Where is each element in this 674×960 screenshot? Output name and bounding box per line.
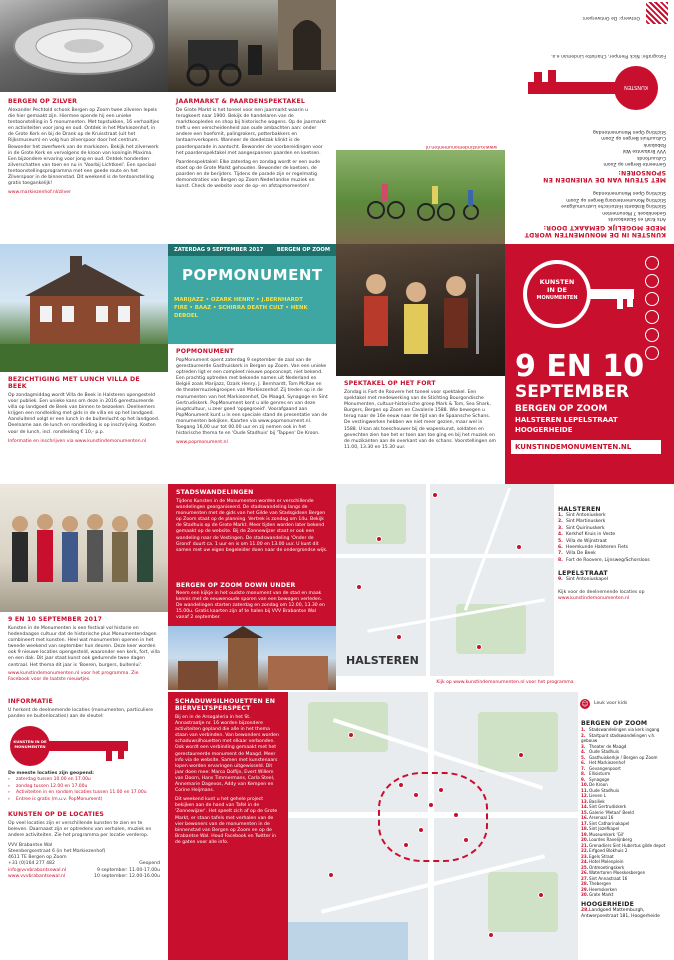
informatie-panel <box>0 692 168 960</box>
informatie-title: INFORMATIE <box>8 698 53 705</box>
list-item: 6. Het Markiezenhof <box>581 760 626 765</box>
vvv-name: VVV Brabantse Wal <box>8 843 53 849</box>
poster-city: BERGEN OP ZOOM <box>276 247 330 253</box>
city-centre-ring <box>378 772 488 862</box>
list-item: 8. Fort de Roovere, Lijnsweg/Schorsloos <box>558 557 650 563</box>
villa-illustration <box>0 244 168 372</box>
jaarmarkt-title: JAARMARKT & PAARDENSPEKTAKEL <box>176 98 306 105</box>
list-item: 12.Lieven L <box>581 793 607 798</box>
schaduw-panel <box>168 692 288 960</box>
map-pin[interactable] <box>476 644 482 650</box>
zilver-title: BERGEN OP ZILVER <box>8 98 78 105</box>
people-illustration <box>0 484 168 612</box>
list-item: 23.Egels Straat <box>581 853 614 859</box>
side-icon <box>645 346 659 360</box>
credit-strip <box>505 0 674 32</box>
open-title: Geopend <box>139 861 160 867</box>
logo-text <box>529 278 585 302</box>
list-item: 1. Stadswandelingen via kerk ingang <box>581 727 660 732</box>
info-key-wrap <box>8 724 160 768</box>
list-item: 8. Ellisisturm <box>581 771 611 776</box>
list-item: 19.Museumkerk 'Gil' <box>581 831 625 837</box>
lepelstraat-list <box>558 577 670 583</box>
zilver-link[interactable]: www.markiezenhof.nl/zilver <box>8 190 71 196</box>
map-pin[interactable] <box>328 872 334 878</box>
side-icon <box>645 274 659 288</box>
list-item: 30.Grote Markt <box>581 892 614 897</box>
villa-panel <box>0 372 168 480</box>
logo-line-2: IN DE <box>547 286 567 294</box>
villa-link[interactable]: Informatie en inschrijven via www.kunstindemonumenten.nl <box>8 438 147 444</box>
qr-code-icon <box>646 2 668 24</box>
church-tower-photo <box>168 626 336 690</box>
popmonument-body: PopMonument opent zaterdag 9 september de zaal van de gerestaureerde Gasthuiskerk in Bergen op Zoom. Van een unieke optreden ligt er een compleet nieuwe popconcept, niet bekend. Een prachtig optreden met bekende namen uit Nederland en België zoals Marijazz, Ozark Henry, J. Bernhardt, Tom McRae en de theatermuziekgroepen van Markiezenhof. Zij treden op in de monumenten van het Markiezenhof, De Maagd, Synagoge en Sint Gertrudiskerk. PopMonument kent u alle genres en van deze jeugdcultuur, u zeer goed 'opgegroeid'. Voorafgaand aan PopMonument kunt u in een speciale stand de presentatie van de monumenten bekijken. Kaarten via www.popmonument.nl. Toegang 16,00 uur tot 00.00 uur en zij nemen ook in het historische thema te en 'Oude Stadhuis' bij 'Tappen' De Kroon. <box>176 358 328 437</box>
church-illustration <box>168 626 336 690</box>
map-pin[interactable] <box>516 544 522 550</box>
logo-line-3: MONUMENTEN <box>536 295 578 301</box>
side-icon <box>645 328 659 342</box>
side-icon <box>645 292 659 306</box>
design-credit: Ontwerp: De Ontwerpers <box>582 15 640 20</box>
halsteren-map-label: HALSTEREN <box>346 654 419 667</box>
list-item: 20.Lourdes Ravelijnberg <box>581 837 633 842</box>
info-key-text: KUNSTEN IN DE MONUMENTEN <box>13 739 47 750</box>
villa-de-beek-photo <box>0 244 168 372</box>
list-item: 28.Thebergen <box>581 881 612 886</box>
fort-title: SPEKTAKEL OP HET FORT <box>344 380 436 387</box>
hours-item: › Activiteiten in en rondom locaties tussen 11.00 en 17.00u <box>8 790 147 796</box>
sponsors-title-2: MET STEUN VAN DE VRIENDEN EN SPONSOREN: <box>543 168 666 183</box>
jaarmarkt-panel <box>168 92 336 244</box>
map-road <box>426 484 430 676</box>
sponsor-item: Gemeente Bergen op Zoom <box>603 160 666 166</box>
bergen-op-zoom-map[interactable] <box>288 692 578 960</box>
schaduw-body-2: Dit weekend kunt u het gehele project bekijken aan de hand van Tafel in de 'Zonnewijzer'. Het speelt zich af op de Grote Markt, er staan tafels met verhalen van de vier bewoners van de monumenten in de binnenstad van Bergen op Zoom en op de Brabantse Wal. Houd Facebook en Twitter in de gaten voor alle info. <box>175 797 278 845</box>
cyclists-illustration <box>336 150 505 244</box>
map-footer-text[interactable]: Kijk op www.kunstindemonumenten.nl voor het programma <box>436 680 574 685</box>
list-item: 13.Basiliek <box>581 798 605 804</box>
vvv-phone: +31 (0)164 277 482 <box>8 861 55 867</box>
hours-title: De meeste locaties zijn geopend: <box>8 771 95 777</box>
map-pin[interactable] <box>463 837 469 843</box>
map-pin[interactable] <box>418 827 424 833</box>
sponsor-item: Cultuurfonds <box>637 154 666 160</box>
popmonument-link[interactable]: www.popmonument.nl <box>176 440 228 446</box>
halsteren-note: Kijk voor de deelnemende locaties op <box>558 589 645 595</box>
fort-spectacle-photo <box>336 244 505 376</box>
list-item: 4. Oude Stadhuis <box>581 749 620 754</box>
side-icon <box>645 310 659 324</box>
photo-credit: Fotografie: Nick Plemper, Charlotte Lindeman e.a. <box>550 52 666 58</box>
map-pin[interactable] <box>518 752 524 758</box>
list-item: 21.Grenadiers Sint Hubertus gilde depot <box>581 842 666 848</box>
sponsors-title: KUNSTEN IN DE MONUMENTEN WORDT MEDE MOGELIJK GEMAAKT DOOR: <box>524 224 666 238</box>
festival-banner <box>505 244 674 484</box>
down-under-panel <box>168 578 336 626</box>
svg-text:KUNSTEN: KUNSTEN <box>624 83 648 90</box>
band-name: MARIJAZZ <box>174 297 204 303</box>
map-pin[interactable] <box>396 634 402 640</box>
list-item: 24.Hotel Molenplein <box>581 859 624 864</box>
map-pin[interactable] <box>438 787 444 793</box>
poster-date: ZATERDAG 9 SEPTEMBER 2017 <box>174 247 264 253</box>
poster-name: POPMONUMENT <box>182 266 323 284</box>
list-item: 14.Sint Gertrudiskerk <box>581 804 627 809</box>
fort-body: Zondag is Fort de Roovere het toneel voor spektakel. Een spektakel met medewerking van de Stichting Bourgondische Monumenten, cultuur-historische groep Mark & Tom, Sea Shark, Burgers, Bergen op Zoom en Cavalerie 1588. Wie bewegen u terug naar de 16e eeuw naar de tijd van de Spaansche Schans. De vestingwerken hebben we niet meer gezien, maar wel in 1588. U kan als toeschouwer bij de wapenkunst, soldaten en gevechten zien hoe het er toen aan toe ging en bij het muziek en de muzikanten aan de overkant van de schans. Voorstellingen om 11.00, 13.30 en 15.30 uur. <box>344 390 497 450</box>
silver-dish-photo <box>0 0 168 92</box>
sponsor-item: Stichting Open Monumentendag <box>593 128 666 134</box>
list-item: 9. Sint Antoniuskapel <box>558 577 609 583</box>
map-park <box>478 712 558 772</box>
bergen-list-panel <box>578 720 674 960</box>
lepelstraat-title: LEPELSTRAAT <box>558 570 608 578</box>
festival-url-banner[interactable]: KUNSTINDEMONUMENTEN.NL <box>511 440 661 454</box>
popmonument-title: POPMONUMENT <box>176 348 234 355</box>
list-item: 15.Galerie 'Metaal' Beeld <box>581 809 634 815</box>
map-pin[interactable] <box>538 892 544 898</box>
jaarmarkt-body-2: Paardenspektakel: Elke zaterdag en zondag wordt er een oude stoet op de Grote Markt gehouden. Bewonder de koetsen, de paarden en de berijders. Tijdens de parade zijn er regelmatig demonstraties van Bergen op Zoom Nederlandse muziek en kunst. Check de website voor de op- en afstapmomenten! <box>176 159 321 190</box>
list-item: 17.Sint Catharinakapel <box>581 820 630 826</box>
sponsor-item: Stichting Monumentenzorg Bergen op Zoom <box>566 196 666 202</box>
villa-title: BEZICHTIGING MET LUNCH VILLA DE BEEK <box>8 376 140 390</box>
halsteren-list-panel <box>554 484 674 676</box>
festival-month: SEPTEMBER <box>515 382 630 402</box>
map-water <box>288 922 408 960</box>
red-key-icon <box>516 58 666 118</box>
poster-header <box>168 244 336 256</box>
band-name: HENK DEBOEL <box>174 305 308 319</box>
list-item: 11.Oude Stadhuis <box>581 787 620 793</box>
halsteren-note-link[interactable]: www.kunstindemonumenten.nl <box>558 595 630 601</box>
band-name: FIRE <box>174 305 188 311</box>
villa-body: Op zondagmiddag wordt Villa de Beek in Halsteren opengesteld voor publiek. Een unieke kans om deze in 2016 gerestaureerde villa op landgoed de Beek van binnen te bezoeken. Deelnemers krijgen een rondleiding met gids in de villa en op het landgoed. Aansluitend volgt er een lunch in de buitenlucht op het landgoed. Deelname aan de lunch en rondleiding is op inschrijving. Kosten voor de lunch, incl. rondleiding € 10,- p.p. <box>8 393 160 435</box>
map-footer-bar <box>336 676 674 690</box>
map-pin[interactable] <box>488 932 494 938</box>
festival-city-1: BERGEN OP ZOOM <box>515 404 608 414</box>
open-line-1: 9 september: 11.00-17.00u <box>96 867 160 873</box>
list-item: 1. Sint Antoniuskerk <box>558 513 606 518</box>
band-name: OZARK HENRY <box>210 297 255 303</box>
list-item: 27.Sint Annastraat 16 <box>581 875 628 881</box>
map-pin[interactable] <box>403 842 409 848</box>
sponsor-item: VVV Brabantse Wal <box>622 148 666 154</box>
festival-side-list <box>645 256 671 364</box>
horse-carriage-illustration <box>168 0 336 92</box>
hours-item: › zaterdag tussen 10.00 en 17.00u <box>8 777 91 783</box>
halsteren-list <box>558 513 670 564</box>
kunstenaars-link[interactable]: www.kunstindemonumenten.nl voor het programma. Zie Facebook voor de laatste nieuwtjes. <box>8 670 139 682</box>
logo-line-1: KUNSTEN <box>539 278 575 286</box>
vvv-row <box>8 874 160 880</box>
list-item: 7. Gevangenpoort <box>581 765 621 771</box>
band-name: BAAZ <box>194 305 212 311</box>
knights-illustration <box>336 244 505 376</box>
list-item: 9. Synagoge <box>581 776 610 782</box>
stadswandelingen-body: Tijdens Kunsten in de Monumenten worden er verschillende wandelingen georganiseerd. De stadswandeling langs de monumenten met de gids van het Gilde van Stadsgidsen Bergen op Zoom staat op de planning. Vertrek is zondag om 14u. Bekijk de Stadhuis op de Grote Markt. Meer tijden worden later bekend gemaakt op de website. Bij de Zonnewijzer staat er ook een wandeling naar de Vestingen. De stadswandeling 'Onder de Grond' duurt ca. 1 uur en is om 11.00 en 13.00 uur. U kunt dit samen met uw eigen begeleider doen naar de ondergrondse wijk. <box>176 499 328 553</box>
list-item: 26.Watertoren Moeskesbergen <box>581 870 646 875</box>
map-pin[interactable] <box>356 584 362 590</box>
sponsor-item: Gedenkboek 7 Monumenten <box>602 209 666 215</box>
poster-bands: MARIJAZZ • OZARK HENRY • J.BERNHARDT FIRE • BAAZ • SCHIRRA DEATH CULT • HENK DEBOEL <box>174 297 308 319</box>
vvv-address-1: Steenbergsestraat 6 (in het Markiezenhof) <box>8 849 106 855</box>
list-item: 16.Arsenaal 16 <box>581 815 614 820</box>
informatie-body: U herkent de deelnemende locaties (monumenten, particuliere panden en buitenlocaties) aan de sleutel: <box>8 708 154 720</box>
halsteren-list-title: HALSTEREN <box>558 506 601 513</box>
artists-group-photo <box>0 484 168 612</box>
kosten-title: KUNSTEN OP DE LOCATIES <box>8 810 105 818</box>
vvv-address-2: 4611 TE Bergen op Zoom <box>8 855 67 861</box>
list-item: 2. Sint Martinuskerk <box>558 519 606 525</box>
bergen-list <box>581 727 671 898</box>
list-item: 7. Villa De Beek <box>558 551 596 557</box>
halsteren-map[interactable] <box>336 484 554 676</box>
jaarmarkt-body: De Grote Markt is het toneel voor een jaarmarkt waarin u terugkeert naar 1900. Bekijk de handelaren van de marktkoopleden en shop bij historische wagens. Op de jaarmarkt treft u een verscheidenheid aan oude ambachten aan: onder andere een hoefsmit, palingrokers, potterbakkers en lantaarnverkopers. Wanneer de doedelzak klinkt is de paardenparade in aantocht. Bewonder de voorbereidingen voor het paardenspektakel met aangespannen paarden en koetsen. <box>176 108 327 156</box>
map-pin[interactable] <box>376 536 382 542</box>
kunstenaars-title: 9 EN 10 SEPTEMBER 2017 <box>8 616 103 623</box>
map-pin[interactable] <box>348 732 354 738</box>
list-item: 22.Erfgoed Blokhuis 2 <box>581 848 628 853</box>
stadswandelingen-title: STADSWANDELINGEN <box>176 489 254 496</box>
cycling-photo <box>336 150 505 244</box>
map-road <box>336 554 554 558</box>
list-item: 5. Gasthuiskerkje / Bergen op Zoom <box>581 754 658 760</box>
hoogerheide-list <box>581 908 671 921</box>
festival-city-3: HOOGERHEIDE <box>515 426 573 434</box>
festival-logo <box>517 254 637 334</box>
hours-item: › zondag tussen 12.00 en 17.00u <box>8 783 88 789</box>
map-road <box>464 487 511 610</box>
zilver-body: Alexander Pechtold schonk Bergen op Zoom twee zilveren lepels die hier gemaakt zijn. Hiermee opende hij een unieke tentoonstelling in 5 monumenten. Met topstukken, 16 verhaaltjes en activiteiten voor jong en oud. Ontdek in het Markiezenhof, in de Grote Kerk en bij de Drank op de Kruisstraat (uit het Rijksmuseum) en volg hun zilverspoor door het centrum. Bewonder het zwerfwerk van de markiezen. Bekijk het zilverwerk in de Grote Kerk en vervolgens de kroon van koningin Maxima. Een bijzondere ervaring voor jong en oud. Ontdek honderden zilverschatten van toen en nu in 'Voorbij Lichtkeel'. Een speciaal tentoonstellingsprogramma met een goede route en het Zilverspoor in de binnenstad. Dit weekend is de tentoonstelling gratis toegankelijk! <box>8 108 160 187</box>
list-item: 29.Heemskerken <box>581 886 618 892</box>
festival-city-2: HALSTEREN LEPELSTRAAT <box>515 416 618 424</box>
kunstenaars-body: Kunsten in de Monumenten is een festival vol historie en hedendaagse cultuur dat de historische plus Monumentendagen combineert met kunsten. Heel wat monumenten openen in het tweede weekend van september hun deuren. Deze keer worden ook 9 nieuwe locaties opengesteld, waaronder een kerk, fort, villa en een dak. Dit jaar staat kunst ook gedurende twee dagen centraal. Het thema dit jaar is 'Boeren, burgers, buitenlui'. <box>8 626 160 668</box>
list-item: 25.Ontmoetingskerk <box>581 864 625 870</box>
down-under-body: Neem een kijkje in het oudste monument van de stad en maak kennis met de eeuwenoude sporen van een bewogen verleden. De wandelingen starten zaterdag en zondag om 12.00, 13.30 en 15.00u. Gratis kaarten zijn af te halen bij VVV Brabantse Wal vanaf 2 september. <box>176 591 325 621</box>
open-line-2: 10 september: 12.00-16.00u <box>94 873 160 879</box>
list-item: 2. Startpunt stadswandelingen v.h. gebouw <box>581 732 656 743</box>
popmonument-panel <box>168 344 336 480</box>
schaduw-title: SCHADUWSILHOUETTEN EN BIERVELTSPERSPECT <box>175 698 276 712</box>
hours-item: › Entree is gratis (m.u.v. PopMonument) <box>8 796 103 802</box>
sponsor-item: Cultuurhuis Bergen op Zoom <box>601 135 666 141</box>
kids-legend-text: Leuk voor kids <box>594 701 628 706</box>
band-name: SCHIRRA DEATH CULT <box>218 305 284 311</box>
kunstenaars-panel <box>0 612 168 690</box>
sponsors-panel <box>505 0 674 244</box>
kids-icon: ☺ <box>581 700 589 708</box>
list-item: 10.De Kroon <box>581 782 608 787</box>
festival-days: 9 EN 10 <box>515 349 645 384</box>
band-name: J.BERNHARDT <box>261 297 303 303</box>
map-pin[interactable] <box>432 492 438 498</box>
vvv-website[interactable]: www.vvvbrabantsewal.nl <box>8 873 66 879</box>
kids-legend <box>578 698 674 712</box>
list-item: 3. Sint Quirinuskerk <box>558 525 605 531</box>
list-item: 6. Heemkunde Halsteren Fiets <box>558 545 628 551</box>
key-illustration-wrap <box>513 58 666 118</box>
kosten-body: Op veel locaties zijn er verschillende kunsten te zien en te beleven. Daarnaast zijn er optredens van verhalen, muziek en andere activiteiten. Zie het programma per locatie verderop. <box>8 820 152 839</box>
list-item: 28.Landgoed Mattemburgh, Antwerpsestraat 181, Hoogerheide <box>581 907 660 919</box>
horse-market-photo <box>168 0 336 92</box>
hoogerheide-title: HOOGERHEIDE <box>581 900 635 908</box>
zilver-panel <box>0 92 168 244</box>
sponsor-item: Stichting Open Monumentendag <box>593 190 666 196</box>
down-under-title: BERGEN OP ZOOM DOWN UNDER <box>176 582 296 589</box>
list-item: 3. Theater de Maagd <box>581 743 627 749</box>
map-pin[interactable] <box>428 802 434 808</box>
list-item: 4. Kerkhof Kruis in Veste <box>558 532 616 538</box>
map-park <box>488 872 558 932</box>
schaduw-body: Bij en in de Arsogaleria in het St. Annastraatje nr. 16 worden bijzondere activiteiten gepland die alle in het thema staan van verbinden. Van bewonders worden schaduwsilhouetten met elkaar verbonden. Ook wordt een verbinding gemaakt met het gerestaureerde monument de Maagd. Meer info via de website. Samen met kunstenaars lopen worden ervaringen uitgewisseld. Dit jaar doen mee: Marco Dolfijn, Evert Willem van Doorn, Hans Timmermans, Carla Steel, Annemarie Dagevos, Addy van Kempen en Corine Heijmans. <box>175 715 279 794</box>
sponsor-list-2 <box>513 128 666 166</box>
boeren-link[interactable]: www.kunstindemonumenten.nl <box>425 143 497 149</box>
sponsor-item: Stichting Brabants Historische Lustrumuitgave <box>561 203 666 209</box>
vvv-email[interactable]: info@vvvbrabantsewal.nl <box>8 867 67 873</box>
list-item: 5. Villa de Wijnstraat <box>558 538 607 544</box>
popmonument-poster <box>168 244 336 344</box>
map-pin[interactable] <box>453 812 459 818</box>
list-item: 18.Sint Jozefkapel <box>581 826 620 831</box>
side-icon <box>645 256 659 270</box>
map-pin[interactable] <box>413 792 419 798</box>
bergen-list-title: BERGEN OP ZOOM <box>581 720 648 727</box>
sponsor-item: Rabobank <box>643 141 666 147</box>
silver-dish-illustration <box>0 0 168 92</box>
sponsor-list <box>513 189 666 221</box>
fort-panel <box>336 376 505 484</box>
sponsor-item: Arts Kraft en Skateboards <box>608 216 666 221</box>
map-pin[interactable] <box>398 782 404 788</box>
hours-list <box>8 777 160 803</box>
